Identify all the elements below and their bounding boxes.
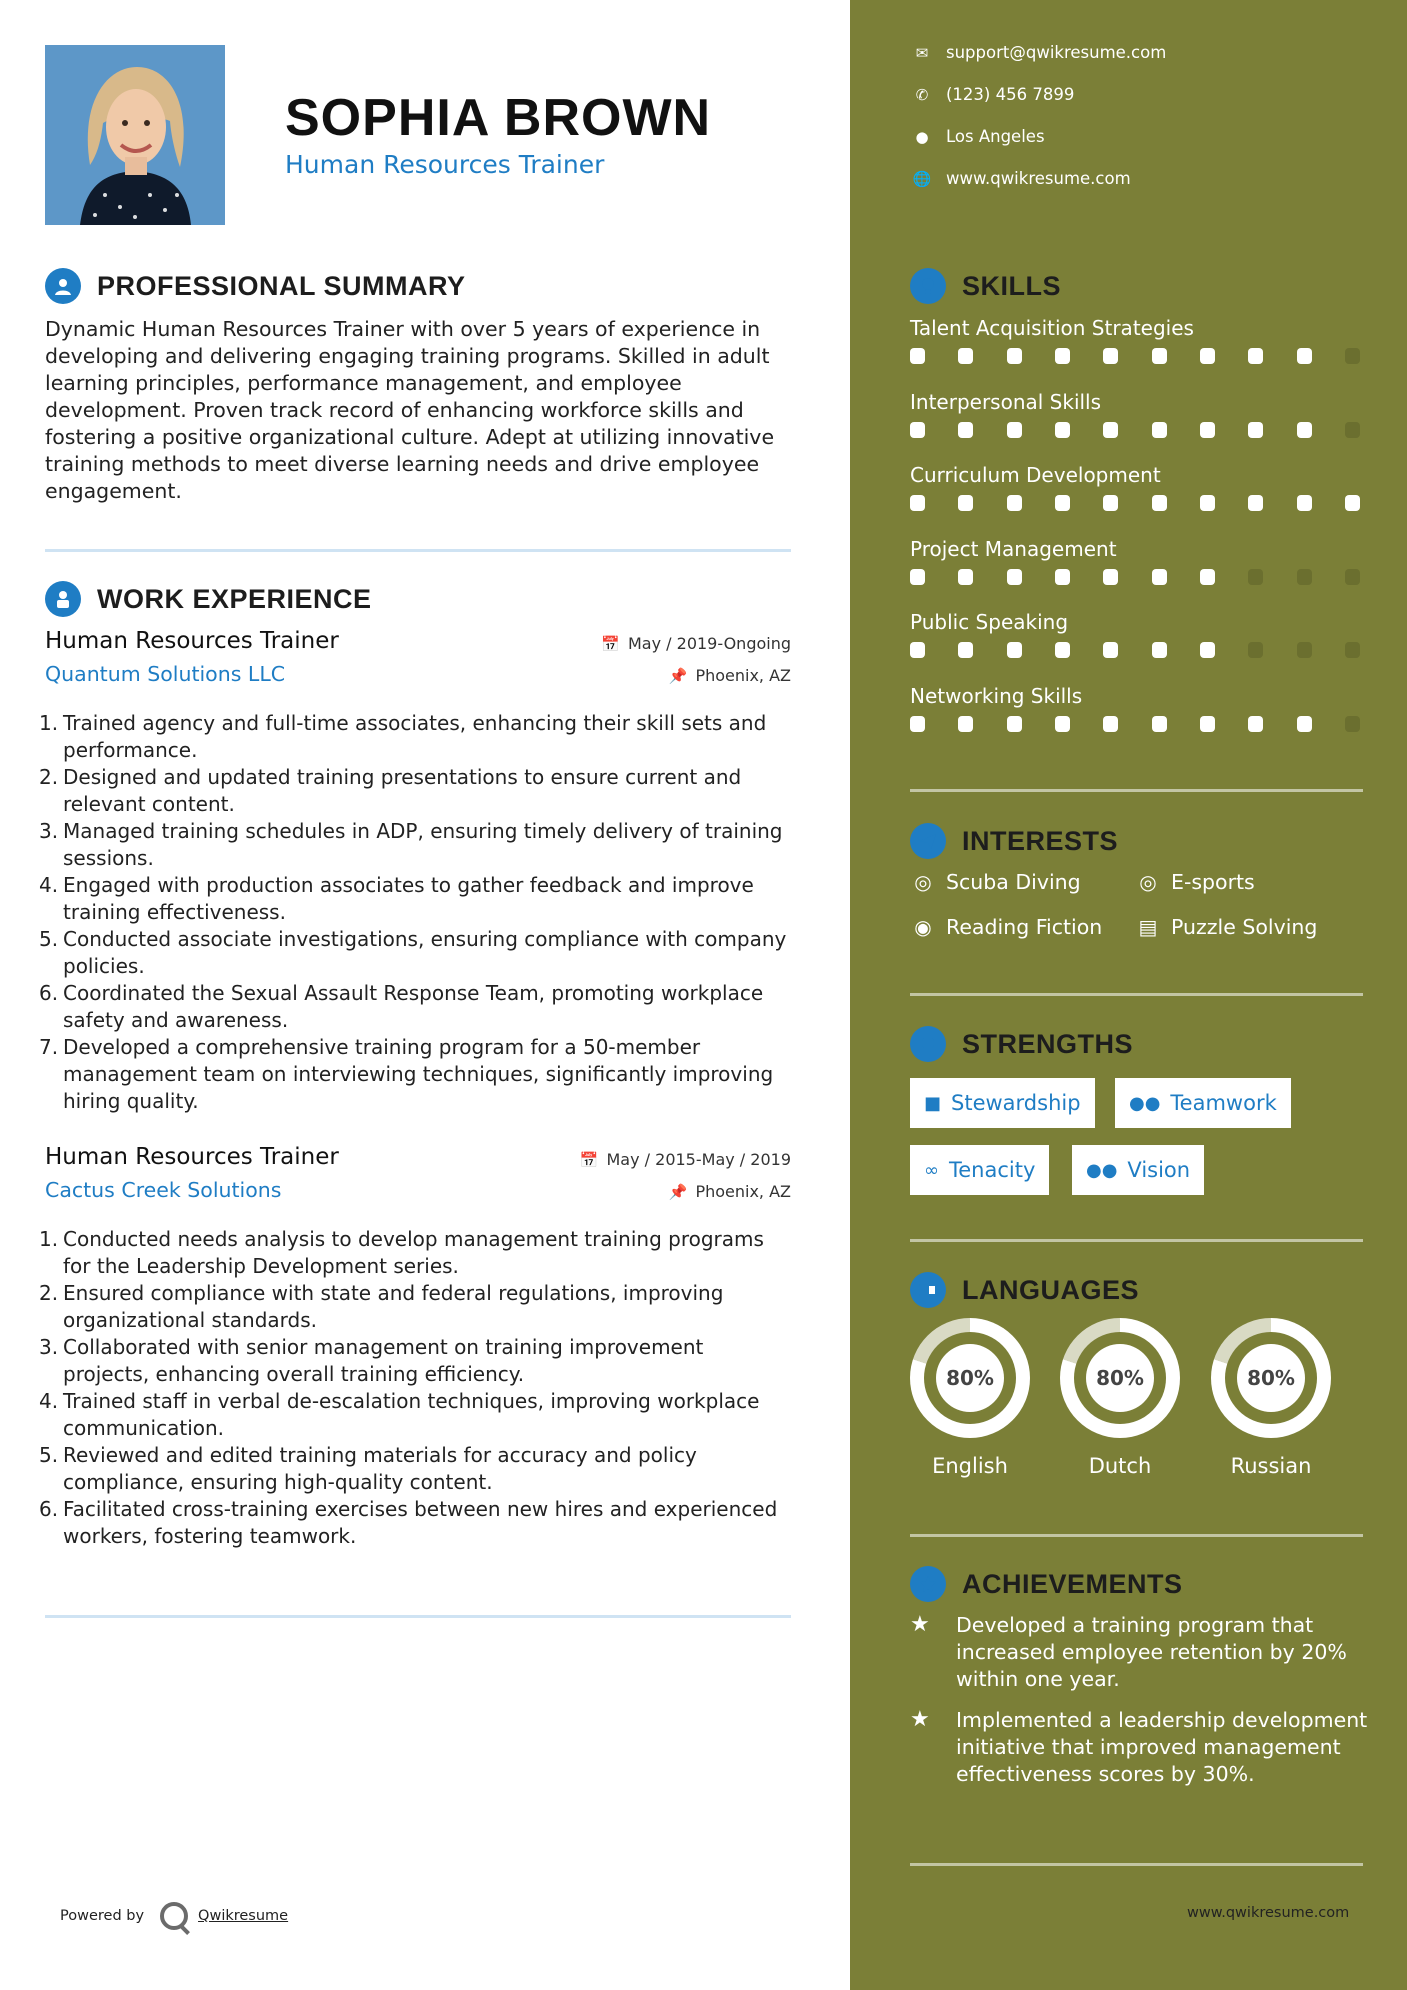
rating-dot <box>1297 716 1312 732</box>
rating-dot <box>910 348 925 364</box>
divider <box>910 1239 1363 1242</box>
globe-icon: 🌐 <box>912 169 932 188</box>
rating-dot <box>1248 642 1263 658</box>
rating-dot <box>1200 716 1215 732</box>
list-item: 3. Collaborated with senior management on training improvement projects, enhancing overall training efficiency. <box>39 1335 704 1386</box>
job-location: 📌 Phoenix, AZ <box>668 1182 791 1201</box>
skill-rating <box>910 716 1360 732</box>
language-progress-ring <box>910 1318 1030 1438</box>
candidate-title: Human Resources Trainer <box>285 150 605 179</box>
rating-dot <box>910 422 925 438</box>
rating-dot <box>1152 495 1167 511</box>
job-entry <box>39 628 791 1115</box>
rating-dot <box>1055 495 1070 511</box>
rating-dot <box>1007 495 1022 511</box>
rating-dot <box>1007 348 1022 364</box>
rating-dot <box>1200 569 1215 585</box>
rating-dot <box>1345 495 1360 511</box>
list-item: 5. Reviewed and edited training materials for accuracy and policy compliance, ensuring high-quality content. <box>39 1443 697 1494</box>
rating-dot <box>958 495 973 511</box>
rating-dot <box>1200 348 1215 364</box>
rating-dot <box>1103 348 1118 364</box>
job-date: 📅 May / 2015-May / 2019 <box>579 1150 791 1169</box>
rating-dot <box>1200 642 1215 658</box>
book-icon: ▤ <box>1138 915 1158 939</box>
rating-dot <box>1055 422 1070 438</box>
list-item: 2. Ensured compliance with state and federal regulations, improving organizational standards. <box>39 1281 724 1332</box>
rating-dot <box>1103 495 1118 511</box>
qwikresume-link[interactable]: Qwikresume <box>198 1908 289 1924</box>
strength-badge: ■ Stewardship <box>910 1078 1095 1128</box>
star-icon: ★ <box>910 1612 930 1637</box>
language-name: Dutch <box>1088 1454 1152 1478</box>
job-company: Cactus Creek Solutions <box>45 1178 282 1202</box>
rating-dot <box>958 716 973 732</box>
experience-heading <box>45 581 372 617</box>
skill-item <box>910 684 1365 732</box>
rating-dot <box>1297 422 1312 438</box>
rating-dot <box>1152 642 1167 658</box>
candidate-name: SOPHIA BROWN <box>285 89 712 147</box>
strength-badge: ●● Vision <box>1072 1145 1204 1195</box>
language-percent: 80% <box>1237 1344 1305 1412</box>
list-item: 7. Developed a comprehensive training program for a 50-member management team on interviewing techniques, significantly improving hiring quality. <box>39 1035 774 1113</box>
job-bullets <box>39 710 791 1115</box>
rating-dot <box>1248 348 1263 364</box>
rating-dot <box>1248 495 1263 511</box>
calendar-icon: 📅 <box>579 1150 599 1169</box>
rating-dot <box>1345 642 1360 658</box>
language-item <box>910 1318 1030 1478</box>
list-item: 6. Facilitated cross-training exercises between new hires and experienced workers, fostering teamwork. <box>39 1497 778 1548</box>
gamepad-icon: ◉ <box>914 915 932 939</box>
summary-title: PROFESSIONAL SUMMARY <box>97 270 466 301</box>
divider <box>910 789 1363 792</box>
language-name: English <box>932 1454 1008 1478</box>
rating-dot <box>1200 495 1215 511</box>
rating-dot <box>1103 422 1118 438</box>
skill-name: Talent Acquisition Strategies <box>910 316 1194 340</box>
skill-item <box>910 610 1365 658</box>
rating-dot <box>1055 716 1070 732</box>
contact-website[interactable]: 🌐 www.qwikresume.com <box>910 169 1131 188</box>
star-badge-icon <box>910 1566 946 1602</box>
list-item: 4. Engaged with production associates to gather feedback and improve training effectiveness. <box>39 873 754 924</box>
footer-url[interactable]: www.qwikresume.com <box>1187 1905 1350 1921</box>
life-ring-icon: ◎ <box>914 870 932 894</box>
interests-title: INTERESTS <box>962 825 1119 856</box>
list-item: 4. Trained staff in verbal de-escalation techniques, improving workplace communication. <box>39 1389 760 1440</box>
job-location: 📌 Phoenix, AZ <box>668 666 791 685</box>
rating-dot <box>910 716 925 732</box>
languages-title: LANGUAGES <box>962 1274 1140 1305</box>
skills-title: SKILLS <box>962 270 1062 301</box>
rating-dot <box>1345 422 1360 438</box>
divider <box>45 1615 791 1618</box>
experience-title: WORK EXPERIENCE <box>97 583 372 614</box>
rating-dot <box>958 348 973 364</box>
rating-dot <box>1345 348 1360 364</box>
list-item: 2. Designed and updated training presentations to ensure current and relevant content. <box>39 765 742 816</box>
rating-dot <box>1103 642 1118 658</box>
language-item <box>1060 1318 1180 1478</box>
skill-item <box>910 537 1365 585</box>
job-bullets <box>39 1226 791 1550</box>
summary-heading <box>45 268 466 304</box>
language-item <box>1211 1318 1331 1478</box>
job-date: 📅 May / 2019-Ongoing <box>601 634 791 653</box>
rating-dot <box>1345 569 1360 585</box>
achievements-title: ACHIEVEMENTS <box>962 1568 1183 1599</box>
divider <box>45 549 791 552</box>
calendar-icon: 📅 <box>601 634 620 653</box>
binoculars-icon: ●● <box>1086 1159 1118 1181</box>
paper-plane-icon <box>910 823 946 859</box>
pin-icon: 📌 <box>668 1182 688 1201</box>
list-item: 5. Conducted associate investigations, ensuring compliance with company policies. <box>39 927 787 978</box>
skill-item <box>910 463 1365 511</box>
rating-dot <box>1055 642 1070 658</box>
strength-badge: ∞ Tenacity <box>910 1145 1049 1195</box>
rating-dot <box>1297 642 1312 658</box>
rating-dot <box>1152 569 1167 585</box>
rating-dot <box>1007 716 1022 732</box>
strengths-heading <box>910 1026 1133 1062</box>
envelope-icon: ✉ <box>915 43 929 62</box>
contact-email[interactable]: ✉ support@qwikresume.com <box>910 43 1166 62</box>
skill-item <box>910 316 1365 364</box>
job-role: Human Resources Trainer <box>45 1144 339 1170</box>
divider <box>910 1863 1363 1866</box>
language-name: Russian <box>1230 1454 1312 1478</box>
briefcase-icon: ■ <box>924 1092 942 1114</box>
interest-item: ◉ Reading Fiction <box>910 915 1102 939</box>
job-company: Quantum Solutions LLC <box>45 662 286 686</box>
skill-rating <box>910 642 1360 658</box>
user-icon <box>45 268 81 304</box>
rating-dot <box>1055 348 1070 364</box>
rating-dot <box>1103 716 1118 732</box>
language-percent: 80% <box>1086 1344 1154 1412</box>
lightbulb-icon <box>910 268 946 304</box>
job-role: Human Resources Trainer <box>45 628 339 654</box>
powered-by: Powered by Qwikresume <box>60 1902 288 1930</box>
achievements-heading <box>910 1566 1183 1602</box>
achievement-item: ★ Implemented a leadership development initiative that improved management effectiveness scores by 30%. <box>910 1707 1368 1786</box>
job-entry <box>39 1144 791 1550</box>
life-ring-icon: ◎ <box>1139 870 1157 894</box>
star-icon: ★ <box>910 1707 930 1732</box>
interest-item: ◎ Scuba Diving <box>910 870 1081 894</box>
list-item: 1. Trained agency and full-time associates, enhancing their skill sets and performance. <box>39 711 767 762</box>
rating-dot <box>1007 569 1022 585</box>
fist-icon <box>910 1026 946 1062</box>
rating-dot <box>1297 495 1312 511</box>
rating-dot <box>958 642 973 658</box>
users-icon: ●● <box>1129 1092 1161 1114</box>
list-item: 6. Coordinated the Sexual Assault Response Team, promoting workplace safety and awareness. <box>39 981 764 1032</box>
interests-heading <box>910 823 1118 859</box>
pin-icon: 📌 <box>668 666 688 685</box>
qwikresume-logo-icon <box>160 1902 188 1930</box>
rating-dot <box>1297 348 1312 364</box>
divider <box>910 993 1363 996</box>
list-item: 3. Managed training schedules in ADP, ensuring timely delivery of training sessions. <box>39 819 783 870</box>
phone-icon: ✆ <box>915 85 929 104</box>
profile-photo <box>45 45 225 225</box>
achievement-item: ★ Developed a training program that increased employee retention by 20% within one year. <box>910 1612 1347 1691</box>
rating-dot <box>1297 569 1312 585</box>
rating-dot <box>910 495 925 511</box>
language-progress-ring <box>1060 1318 1180 1438</box>
map-marker-icon: ● <box>915 127 929 146</box>
skill-name: Interpersonal Skills <box>910 390 1102 414</box>
contact-location: ● Los Angeles <box>910 127 1045 146</box>
rating-dot <box>958 569 973 585</box>
skill-name: Networking Skills <box>910 684 1083 708</box>
rating-dot <box>1248 422 1263 438</box>
rating-dot <box>958 422 973 438</box>
link-icon: ∞ <box>924 1159 939 1181</box>
rating-dot <box>1007 422 1022 438</box>
rating-dot <box>1248 716 1263 732</box>
rating-dot <box>1103 569 1118 585</box>
divider <box>910 1534 1363 1537</box>
contact-phone[interactable]: ✆ (123) 456 7899 <box>910 85 1074 104</box>
language-progress-ring <box>1211 1318 1331 1438</box>
skill-name: Project Management <box>910 537 1117 561</box>
interest-item: ▤ Puzzle Solving <box>1135 915 1317 939</box>
skill-rating <box>910 348 1360 364</box>
rating-dot <box>1248 569 1263 585</box>
rating-dot <box>1152 716 1167 732</box>
rating-dot <box>1345 716 1360 732</box>
rating-dot <box>910 642 925 658</box>
skill-rating <box>910 569 1360 585</box>
list-item: 1. Conducted needs analysis to develop management training programs for the Leadership Development series. <box>39 1227 764 1278</box>
summary-text: Dynamic Human Resources Trainer with over 5 years of experience in developing and delivering engaging training programs. Skilled in adult learning principles, performance management, and employee development. Proven track record of enhancing workforce skills and fostering a positive organizational culture. Adept at utilizing innovative training methods to meet diverse learning needs and drive employee engagement. <box>45 317 775 503</box>
skill-rating <box>910 422 1360 438</box>
rating-dot <box>1152 422 1167 438</box>
rating-dot <box>1055 569 1070 585</box>
strengths-title: STRENGTHS <box>962 1028 1134 1059</box>
languages-heading <box>910 1272 1139 1308</box>
interest-item: ◎ E-sports <box>1135 870 1255 894</box>
rating-dot <box>910 569 925 585</box>
skill-name: Public Speaking <box>910 610 1069 634</box>
language-percent: 80% <box>936 1344 1004 1412</box>
rating-dot <box>1200 422 1215 438</box>
strength-badge: ●● Teamwork <box>1115 1078 1291 1128</box>
rating-dot <box>1007 642 1022 658</box>
skill-name: Curriculum Development <box>910 463 1161 487</box>
skill-rating <box>910 495 1360 511</box>
language-icon <box>910 1272 946 1308</box>
rating-dot <box>1152 348 1167 364</box>
skills-heading <box>910 268 1061 304</box>
briefcase-user-icon <box>45 581 81 617</box>
skill-item <box>910 390 1365 438</box>
